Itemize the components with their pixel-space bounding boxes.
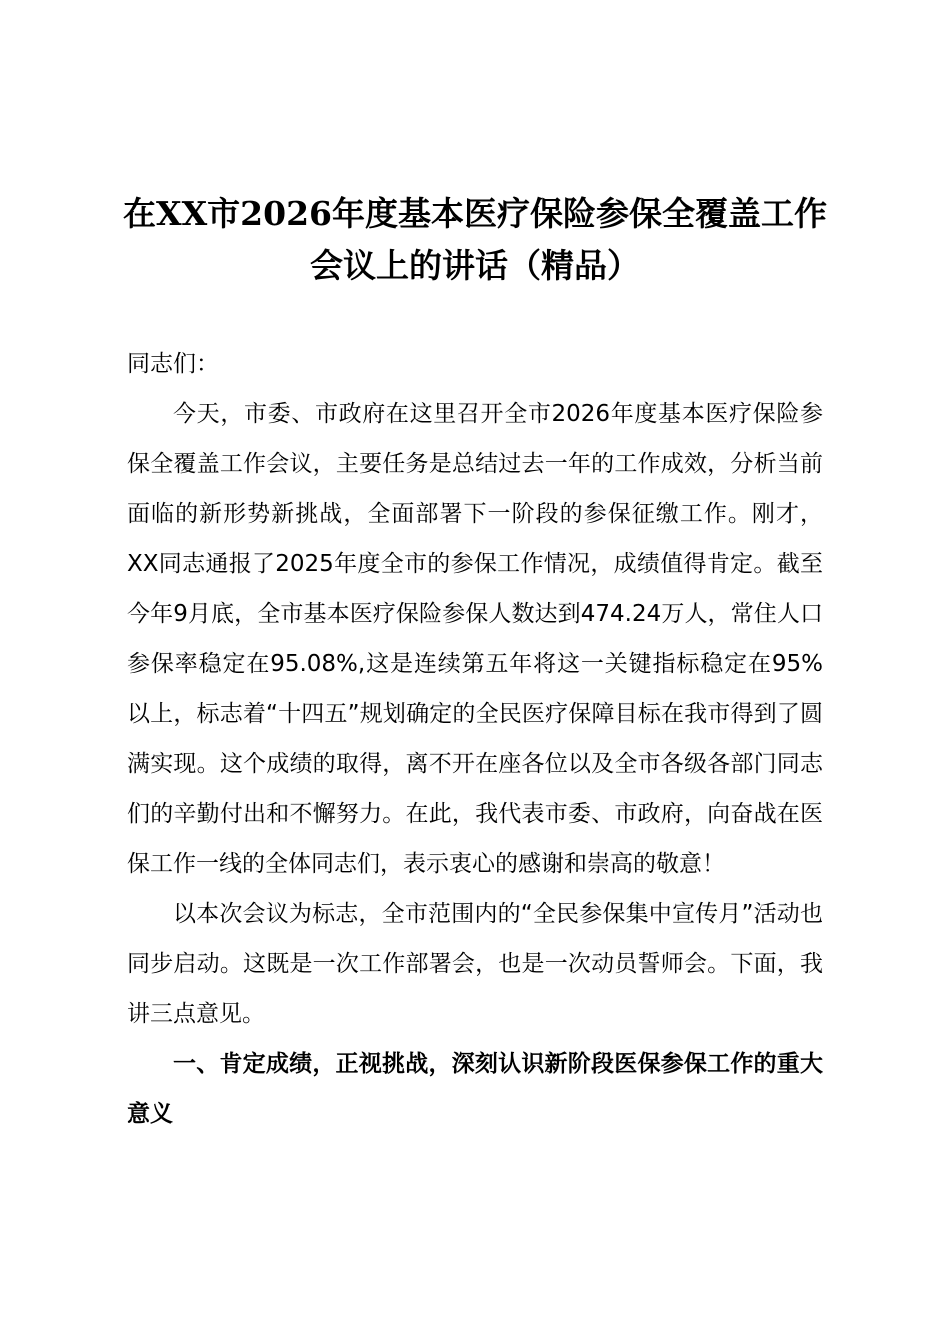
salutation: 同志们：: [127, 351, 219, 377]
paragraph-announcement: 以本次会议为标志，全市范围内的“全民参保集中宣传月”活动也同步启动。这既是一次工作部署会，也是一次动员誓师会。下面，我讲三点意见。: [127, 901, 823, 1027]
section-heading-1: 一、肯定成绩，正视挑战，深刻认识新阶段医保参保工作的重大意义: [127, 1051, 823, 1127]
paragraph-opening: 今天，市委、市政府在这里召开全市2026年度基本医疗保险参保全覆盖工作会议，主要任务是总结过去一年的工作成效，分析当前面临的新形势新挑战，全面部署下一阶段的参保征缴工作。刚才，XX同志通报了2025年度全市的参保工作情况，成绩值得肯定。截至今年9月底，全市基本医疗保险参保人数达到474.24万人，常住人口参保率稳定在95.08%,这是连续第五年将这一关键指标稳定在95%以上，标志着“十四五”规划确定的全民医疗保障目标在我市得到了圆满实现。这个成绩的取得，离不开在座各位以及全市各级各部门同志们的辛勤付出和不懈努力。在此，我代表市委、市政府，向奋战在医保工作一线的全体同志们，表示衷心的感谢和崇高的敬意！: [127, 401, 823, 877]
document-title: 在XX市2026年度基本医疗保险参保全覆盖工作会议上的讲话（精品）: [122, 194, 828, 285]
document-body: [127, 339, 823, 1139]
